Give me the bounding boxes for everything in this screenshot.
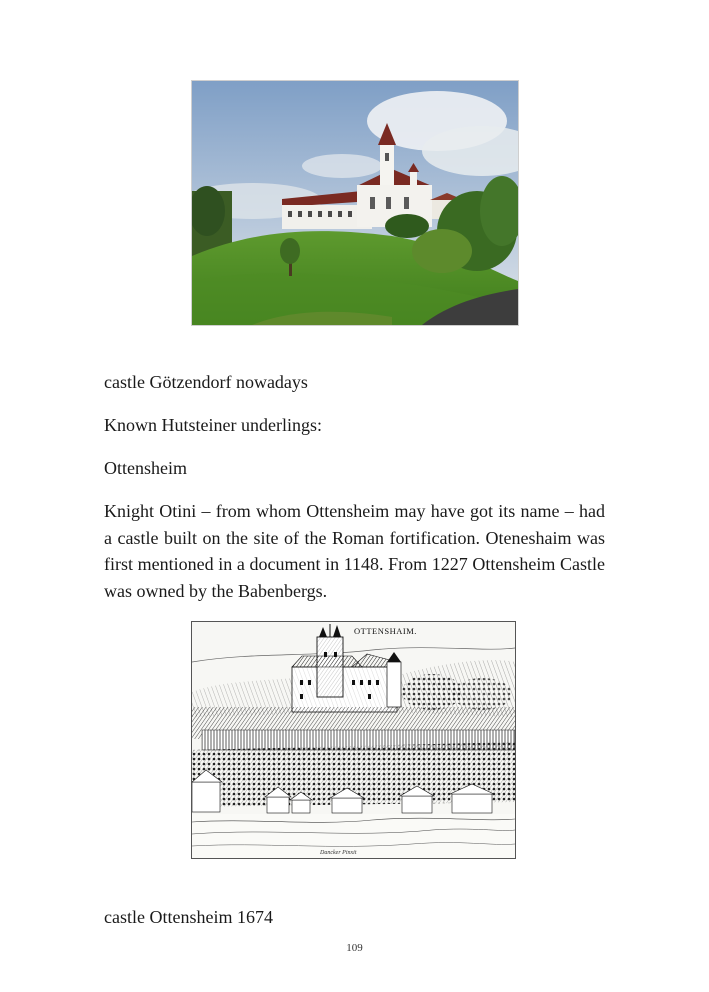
engraving-illustration — [192, 622, 515, 858]
engraving-title: OTTENSHAIM. — [354, 626, 417, 636]
subsection-heading: Ottensheim — [104, 458, 187, 478]
castle-gotzendorf-photo — [191, 80, 519, 326]
section-heading: Known Hutsteiner underlings: — [104, 415, 322, 435]
figure-caption: castle Götzendorf nowadays — [104, 372, 308, 392]
engraving-signature: Dancker Pinxit — [320, 850, 357, 856]
page-number: 109 — [346, 942, 363, 954]
figure-caption: castle Ottensheim 1674 — [104, 907, 273, 927]
photo-illustration — [192, 81, 518, 325]
body-paragraph: Knight Otini – from whom Ottensheim may have got its name – had a castle built on the site of the Roman fortification. Oteneshaim was first mentioned in a document in 1148. From 1227 Ottensheim Castle was owned by the Babenbergs. — [104, 501, 605, 601]
ottensheim-engraving — [191, 621, 516, 859]
